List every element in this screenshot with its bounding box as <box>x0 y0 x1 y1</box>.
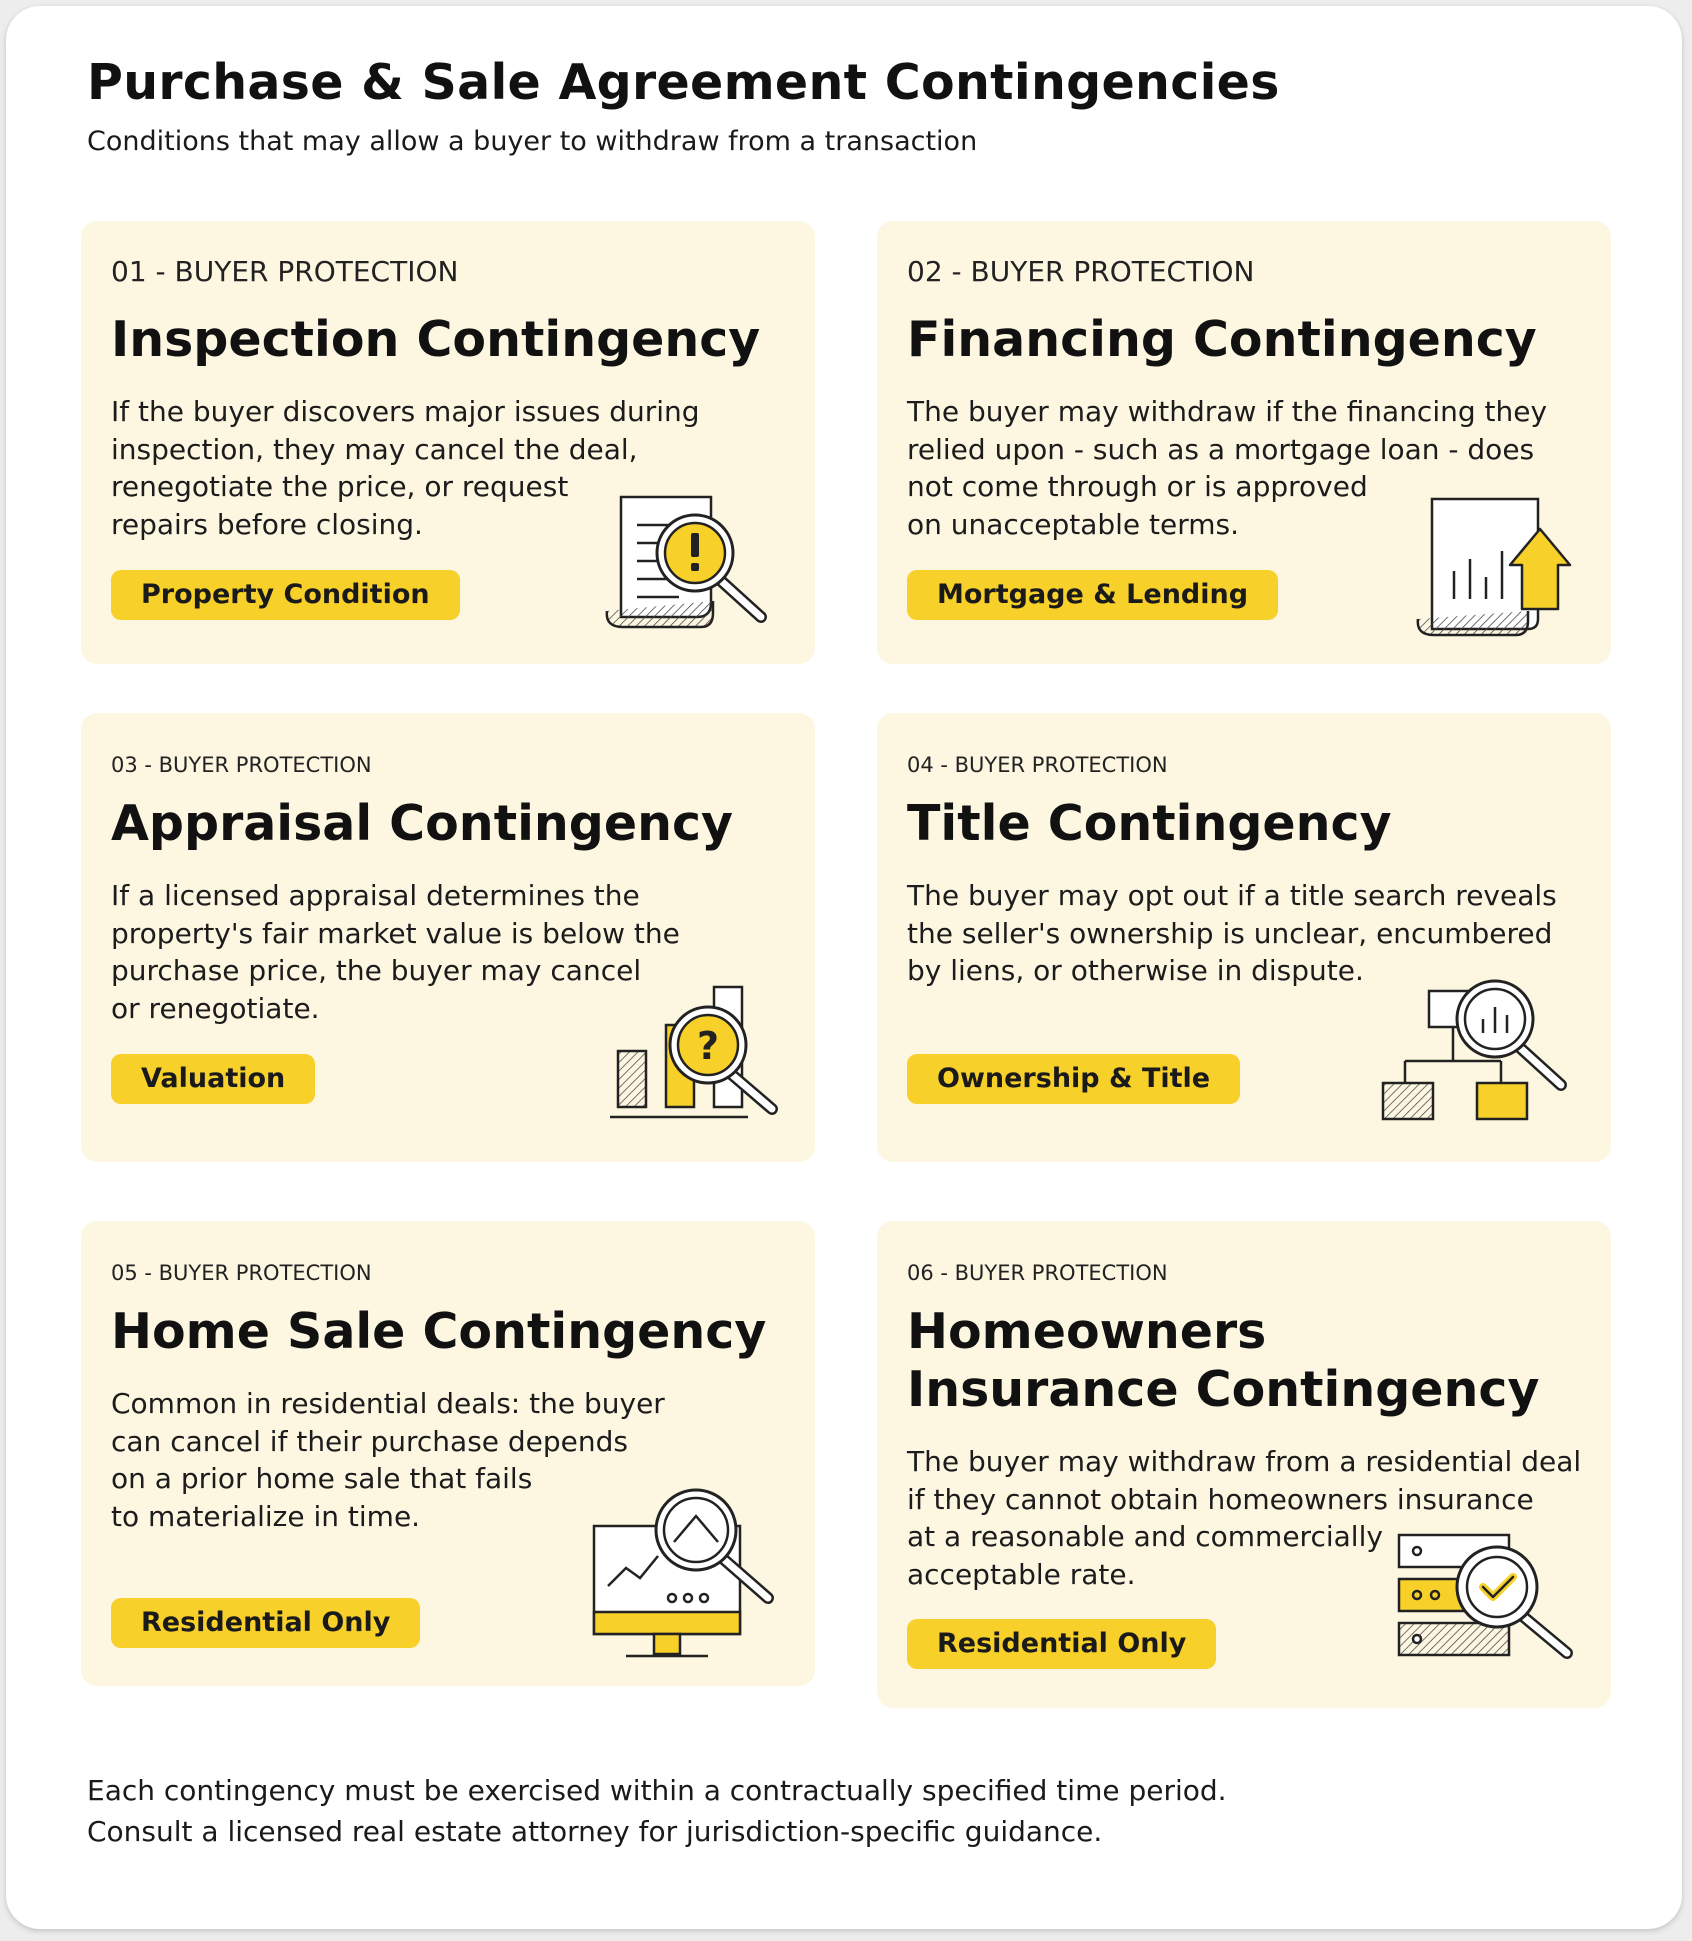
card-eyebrow: 01 - BUYER PROTECTION <box>111 255 459 288</box>
card-title: Appraisal Contingency <box>111 795 733 852</box>
card-eyebrow: 04 - BUYER PROTECTION <box>907 753 1168 777</box>
card-description: The buyer may opt out if a title search reveals the seller's ownership is unclear, encumbered by liens, or otherwise in dispute. <box>907 879 1557 987</box>
card-eyebrow: 06 - BUYER PROTECTION <box>907 1261 1168 1285</box>
card-home-sale <box>81 1221 815 1686</box>
server-magnifier-check-icon <box>1389 1521 1589 1681</box>
tag-ownership-title: Ownership & Title <box>907 1054 1240 1104</box>
card-description: Common in residential deals: the buyer can cancel if their purchase depends on a prior home sale that fails to materialize in time. <box>111 1387 665 1533</box>
card-eyebrow: 03 - BUYER PROTECTION <box>111 753 372 777</box>
card-eyebrow: 05 - BUYER PROTECTION <box>111 1261 372 1285</box>
org-chart-magnifier-icon <box>1377 973 1577 1133</box>
card-financing <box>877 221 1611 664</box>
card-description: The buyer may withdraw from a residential deal if they cannot obtain homeowners insurance at a reasonable and commercially acceptable rate. <box>907 1445 1582 1591</box>
footer-note: Each contingency must be exercised within a contractually specified time period. Consult a licensed real estate attorney for jurisdiction-specific guidance. <box>87 1774 1227 1848</box>
tag-valuation: Valuation <box>111 1054 315 1104</box>
card-title: Homeowners Insurance Contingency <box>907 1303 1540 1418</box>
tag-property-condition: Property Condition <box>111 570 460 620</box>
tag-residential-only: Residential Only <box>111 1598 420 1648</box>
page-title: Purchase & Sale Agreement Contingencies <box>87 54 1280 111</box>
card-description: The buyer may withdraw if the financing they relied upon - such as a mortgage loan - does not come through or is approved on unacceptable terms. <box>907 395 1548 541</box>
card-inspection <box>81 221 815 664</box>
page-subtitle: Conditions that may allow a buyer to withdraw from a transaction <box>87 126 978 157</box>
card-eyebrow: 02 - BUYER PROTECTION <box>907 255 1255 288</box>
tag-mortgage-lending: Mortgage & Lending <box>907 570 1278 620</box>
bar-chart-magnifier-question-icon <box>606 973 786 1133</box>
tag-residential-only: Residential Only <box>907 1619 1216 1669</box>
card-title: Financing Contingency <box>907 311 1537 368</box>
svg-text:?: ? <box>696 1024 720 1068</box>
document-magnifier-alert-icon <box>601 491 781 651</box>
card-description: If the buyer discovers major issues during inspection, they may cancel the deal, renegotiate the price, or request repairs before closing. <box>111 395 700 541</box>
card-title: Title Contingency <box>907 795 1392 852</box>
card-homeowners-insurance <box>877 1221 1611 1708</box>
card-title: Inspection Contingency <box>111 311 761 368</box>
infographic-frame <box>6 6 1682 1929</box>
monitor-magnifier-house-icon <box>586 1486 786 1671</box>
card-title-contingency <box>877 713 1611 1162</box>
card-appraisal <box>81 713 815 1162</box>
document-chart-up-arrow-icon <box>1412 491 1582 651</box>
card-title: Home Sale Contingency <box>111 1303 767 1360</box>
card-description: If a licensed appraisal determines the property's fair market value is below the purchase price, the buyer may cancel or renegotiate. <box>111 879 680 1025</box>
